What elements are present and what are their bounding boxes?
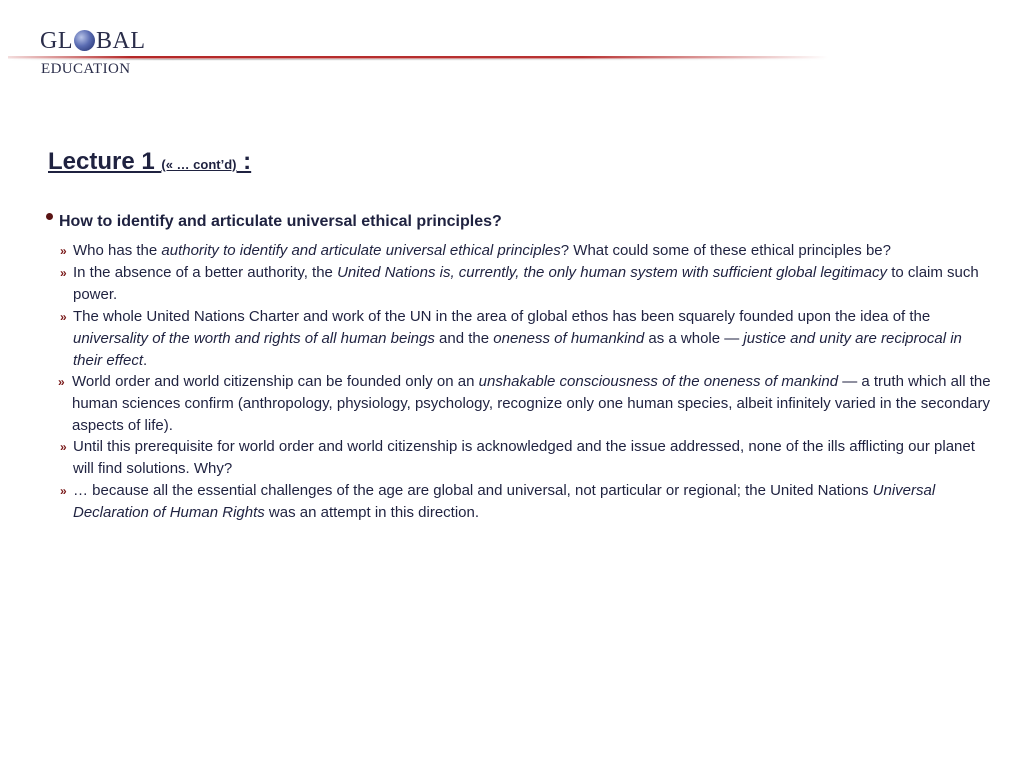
sub-bullet [60,240,990,262]
slide-title [48,148,251,176]
chevron-bullet-icon: » [60,440,67,454]
logo-subtitle: EDUCATION [41,61,131,77]
global-education-logo [40,28,160,80]
chevron-bullet-icon: » [60,266,67,280]
sub-bullet-text: Until this prerequisite for world order and world citizenship is acknowledged and the issue addressed, none of the ills afflicting our planet will find solutions. Why? [73,438,975,477]
globe-icon [74,30,95,51]
chevron-bullet-icon: » [60,310,67,324]
header-divider [8,55,828,61]
sub-bullet [60,436,990,480]
logo-word-before: GL [40,28,73,54]
sub-bullet-text: … because all the essential challenges of the age are global and universal, not particular or regional; the United Nations Universal Declaration of Human Rights was an attempt in this direction. [73,482,936,521]
chevron-bullet-icon: » [60,244,67,258]
sub-bullet [60,306,992,372]
sub-bullet-text: Who has the authority to identify and articulate universal ethical principles? What could some of these ethical principles be? [73,242,891,259]
logo-wordmark [40,28,146,54]
title-colon: : [236,148,252,175]
chevron-bullet-icon: » [58,375,65,389]
sub-bullet [58,371,992,437]
title-sub: (« … cont’d) [161,157,237,172]
sub-bullet [60,262,990,306]
sub-bullet-text: In the absence of a better authority, the United Nations is, currently, the only human system with sufficient global legitimacy to claim such power. [73,264,979,303]
sub-bullet [60,480,990,524]
sub-bullet-text: World order and world citizenship can be founded only on an unshakable consciousness of the oneness of mankind — a truth which all the human sciences confirm (anthropology, physiology, psychology, recognize only one human species, albeit infinitely varied in the secondary aspects of life). [72,373,991,434]
logo-word-after: BAL [96,28,146,54]
title-main: Lecture 1 [48,148,162,175]
chevron-bullet-icon: » [60,484,67,498]
main-bullet-text: How to identify and articulate universal ethical principles? [59,213,502,230]
main-bullet [46,213,502,231]
sub-bullet-text: The whole United Nations Charter and work of the UN in the area of global ethos has been squarely founded upon the idea of the universality of the worth and rights of all human beings and the oneness of humankind as a whole — justice and unity are reciprocal in their effect. [73,308,962,369]
bullet-dot-icon [46,213,53,220]
